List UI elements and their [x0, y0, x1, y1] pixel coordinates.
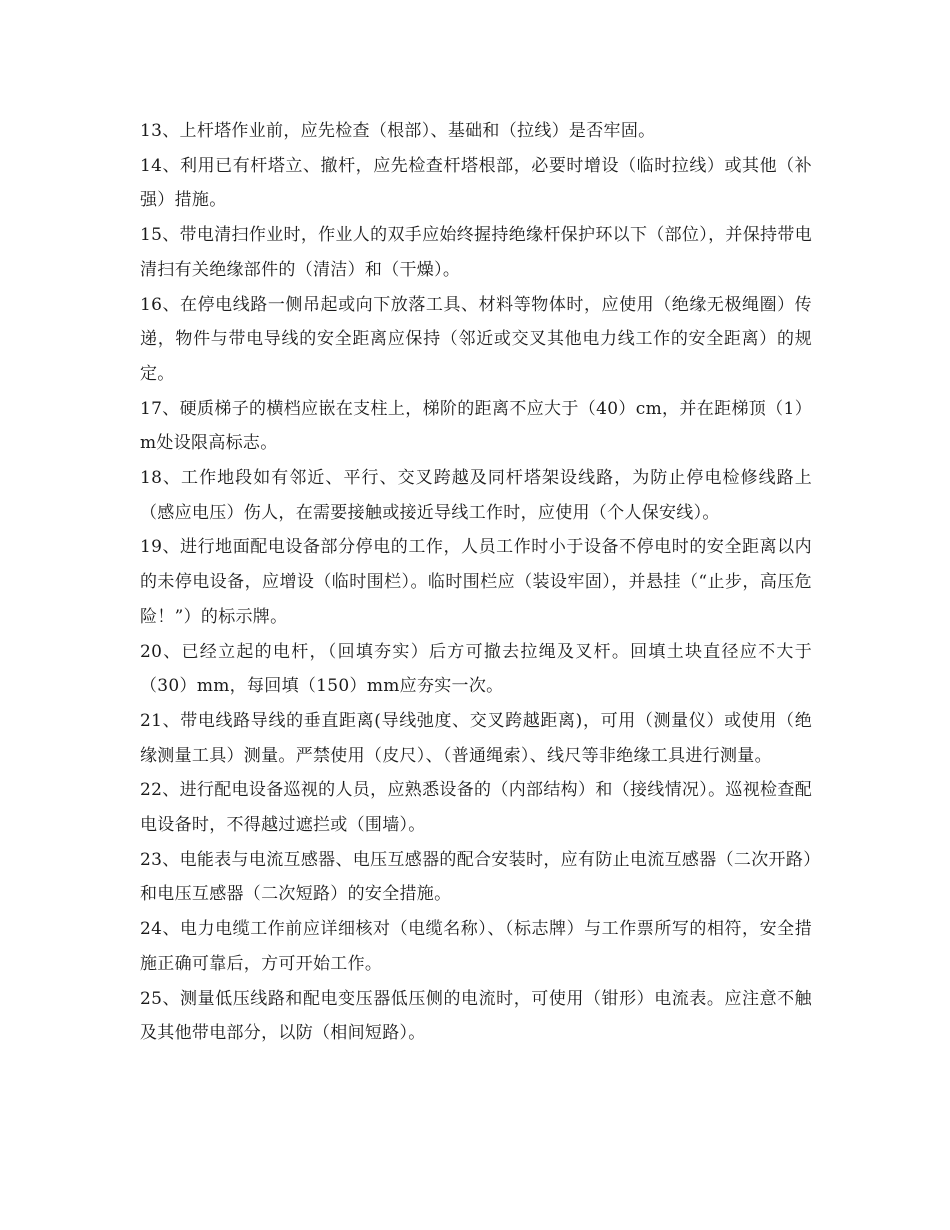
paragraph-item-24: 24、电力电缆工作前应详细核对（电缆名称）、（标志牌）与工作票所写的相符，安全措施正确可靠后，方可开始工作。: [140, 919, 812, 974]
paragraph-item-18: 18、工作地段如有邻近、平行、交叉跨越及同杆塔架设线路，为防止停电检修线路上（感应电压）伤人，在需要接触或接近导线工作时，应使用（个人保安线）。: [140, 468, 812, 523]
paragraph-item-19: 19、进行地面配电设备部分停电的工作，人员工作时小于设备不停电时的安全距离以内的未停电设备，应增设（临时围栏）。临时围栏应（装设牢固），并悬挂（“止步，高压危险！”）的标示牌。: [140, 537, 812, 627]
paragraph-item-16: 16、在停电线路一侧吊起或向下放落工具、材料等物体时，应使用（绝缘无极绳圈）传递，物件与带电导线的安全距离应保持（邻近或交叉其他电力线工作的安全距离）的规定。: [140, 294, 812, 384]
paragraph-item-15: 15、带电清扫作业时，作业人的双手应始终握持绝缘杆保护环以下（部位），并保持带电清扫有关绝缘部件的（清洁）和（干燥）。: [140, 225, 812, 280]
paragraph-item-14: 14、利用已有杆塔立、撤杆，应先检查杆塔根部，必要时增设（临时拉线）或其他（补强）措施。: [140, 155, 812, 211]
paragraph-item-25: 25、测量低压线路和配电变压器低压侧的电流时，可使用（钳形）电流表。应注意不触及其他带电部分，以防（相间短路）。: [140, 988, 812, 1044]
paragraph-item-21: 21、带电线路导线的垂直距离(导线弛度、交叉跨越距离)，可用（测量仪）或使用（绝缘测量工具）测量。严禁使用（皮尺）、（普通绳索）、线尺等非绝缘工具进行测量。: [140, 710, 812, 766]
paragraph-item-22: 22、进行配电设备巡视的人员，应熟悉设备的（内部结构）和（接线情况）。巡视检查配电设备时，不得越过遮拦或（围墙）。: [140, 780, 812, 836]
paragraph-item-23: 23、电能表与电流互感器、电压互感器的配合安装时，应有防止电流互感器（二次开路）和电压互感器（二次短路）的安全措施。: [140, 849, 812, 905]
paragraph-item-17: 17、硬质梯子的横档应嵌在支柱上，梯阶的距离不应大于（40）cm，并在距梯顶（1）m处设限高标志。: [140, 398, 812, 454]
paragraph-item-13: 13、上杆塔作业前，应先检查（根部）、基础和（拉线）是否牢固。: [140, 121, 656, 141]
paragraph-item-20: 20、已经立起的电杆，（回填夯实）后方可撤去拉绳及叉杆。回填土块直径应不大于（30）mm，每回填（150）mm应夯实一次。: [140, 641, 812, 697]
document-body: [140, 114, 812, 1051]
